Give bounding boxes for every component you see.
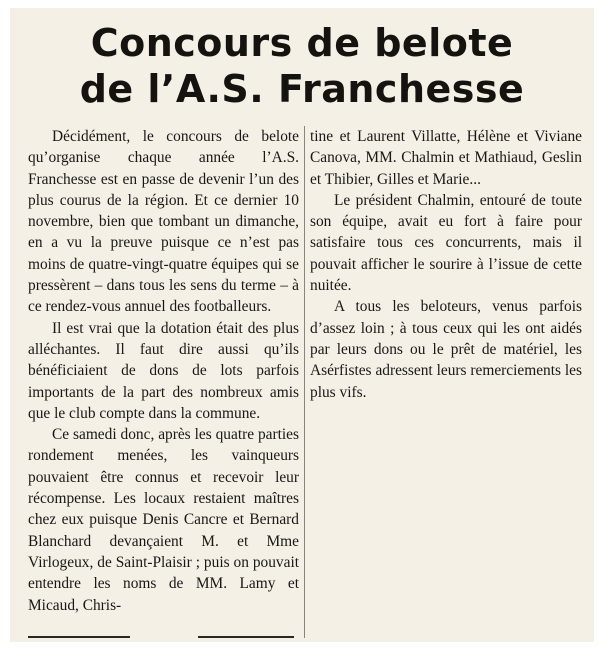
article-column-left	[28, 126, 299, 616]
article-column-right	[310, 126, 582, 403]
end-rule-left	[28, 636, 130, 638]
article-paragraph: Il est vrai que la dotation était des plus alléchantes. Il faut dire aussi qu’ils bénéficiaient de dons de lots parfois importants de la part des nombreux amis que le club compte dans la commune.	[28, 319, 299, 422]
column-divider	[304, 126, 305, 638]
end-rule-right	[198, 636, 294, 638]
article-paragraph: Décidément, le concours de belote qu’organise chaque année l’A.S. Franchesse est en passe de devenir l’un des plus courus de la région. Et ce dernier 10 novembre, bien que tombant un dimanche, en a vu la preuve puisque ce n’est pas moins de quatre-vingt-quatre équipes qui se pressèrent – dans tous les sens du terme – à ce rendez-vous annuel des footballeurs.	[28, 128, 299, 316]
article-paragraph: Le président Chalmin, entouré de toute son équipe, avait eu fort à faire pour satisfaire tous ces concurrents, mais il pouvait afficher le sourire à l’issue de cette nuitée.	[310, 191, 582, 295]
article-paragraph: tine et Laurent Villatte, Hélène et Viviane Canova, MM. Chalmin et Mathiaud, Geslin et Thibier, Gilles et Marie...	[310, 128, 582, 188]
headline-line-2: de l’A.S. Franchesse	[79, 67, 525, 111]
headline-line-1: Concours de belote	[90, 21, 514, 65]
newspaper-clipping	[10, 8, 594, 642]
article-paragraph: Ce samedi donc, après les quatre parties rondement menées, les vainqueurs pouvaient être connus et recevoir leur récompense. Les locaux restaient maîtres chez eux puisque Denis Cancre et Bernard Blanchard devançaient M. et Mme Virlogeux, de Saint-Plaisir ; puis on pouvait entendre les noms de MM. Lamy et Micaud, Chris-	[28, 426, 299, 614]
article-paragraph: A tous les beloteurs, venus parfois d’assez loin ; à tous ceux qui les ont aidés par leurs dons ou le prêt de matériel, les Asérfistes adressent leurs remerciements les plus vifs.	[310, 298, 582, 401]
